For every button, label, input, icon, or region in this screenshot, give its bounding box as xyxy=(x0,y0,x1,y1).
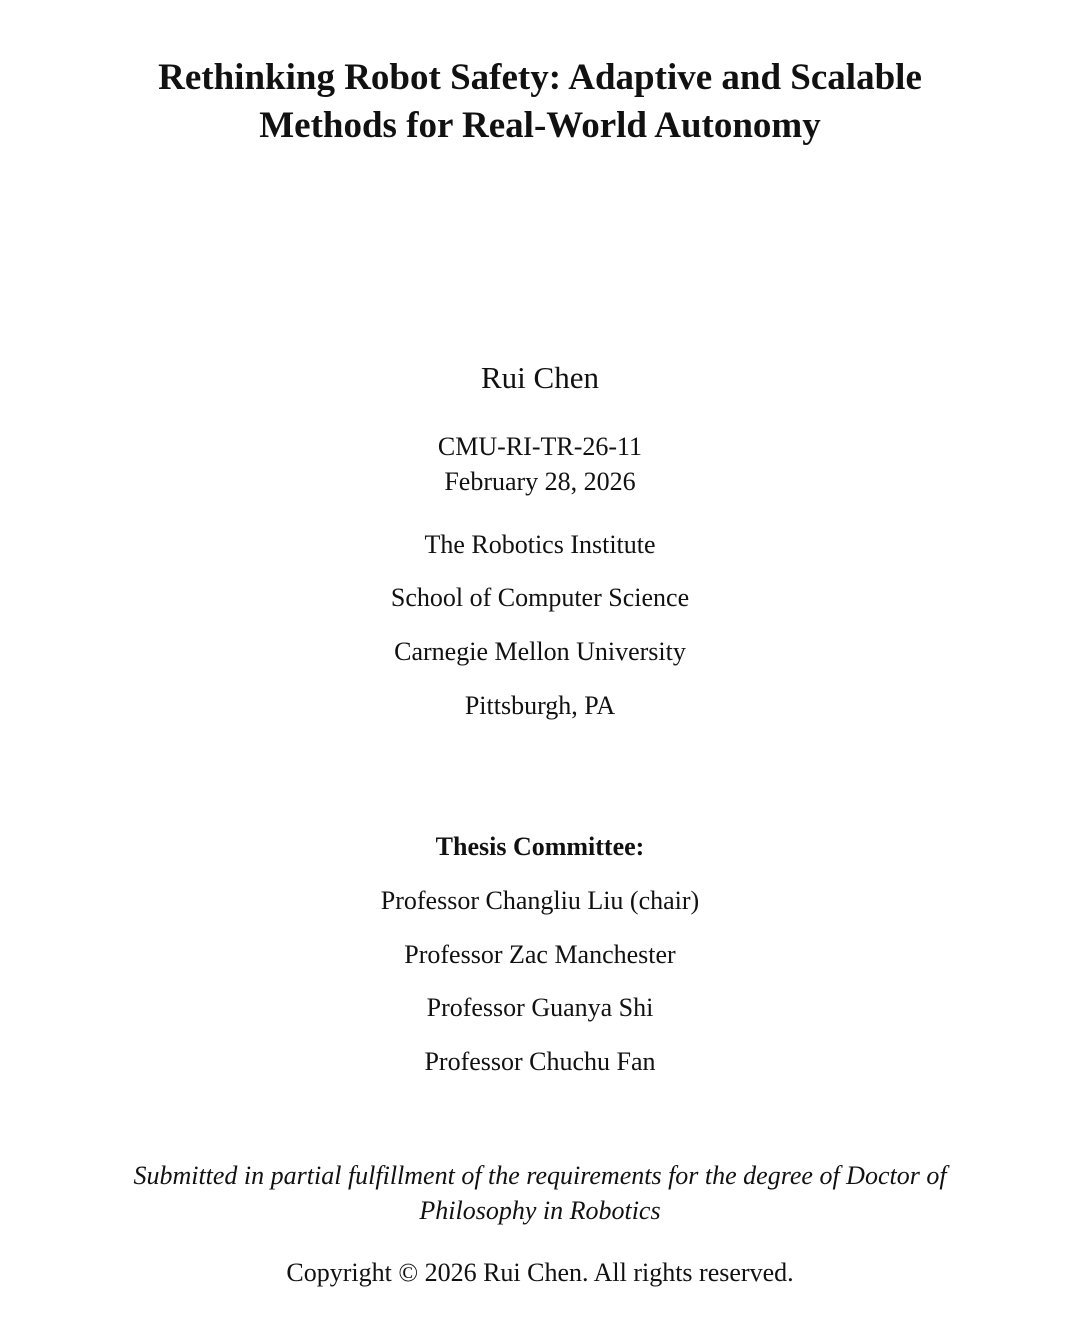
committee-member: Professor Changliu Liu (chair) xyxy=(380,886,700,915)
author-name: Rui Chen xyxy=(481,360,599,395)
copyright-notice: Copyright © 2026 Rui Chen. All rights reserved. xyxy=(286,1258,794,1287)
thesis-title-line-1: Rethinking Robot Safety: Adaptive and Scalable xyxy=(158,57,922,98)
thesis-title-line-2: Methods for Real-World Autonomy xyxy=(259,105,821,146)
report-date: February 28, 2026 xyxy=(444,467,636,496)
committee-heading: Thesis Committee: xyxy=(435,832,645,861)
affiliation-school: School of Computer Science xyxy=(390,583,690,612)
affiliation-university: Carnegie Mellon University xyxy=(394,637,686,666)
submission-statement-line-1: Submitted in partial fulfillment of the requirements for the degree of Doctor of xyxy=(133,1161,947,1190)
affiliation-location: Pittsburgh, PA xyxy=(464,691,616,720)
committee-member: Professor Zac Manchester xyxy=(404,940,676,969)
committee-member: Professor Guanya Shi xyxy=(426,993,654,1022)
report-number: CMU-RI-TR-26-11 xyxy=(437,432,643,461)
affiliation-institute: The Robotics Institute xyxy=(424,530,656,559)
submission-statement-line-2: Philosophy in Robotics xyxy=(419,1196,661,1225)
committee-member: Professor Chuchu Fan xyxy=(424,1047,656,1076)
